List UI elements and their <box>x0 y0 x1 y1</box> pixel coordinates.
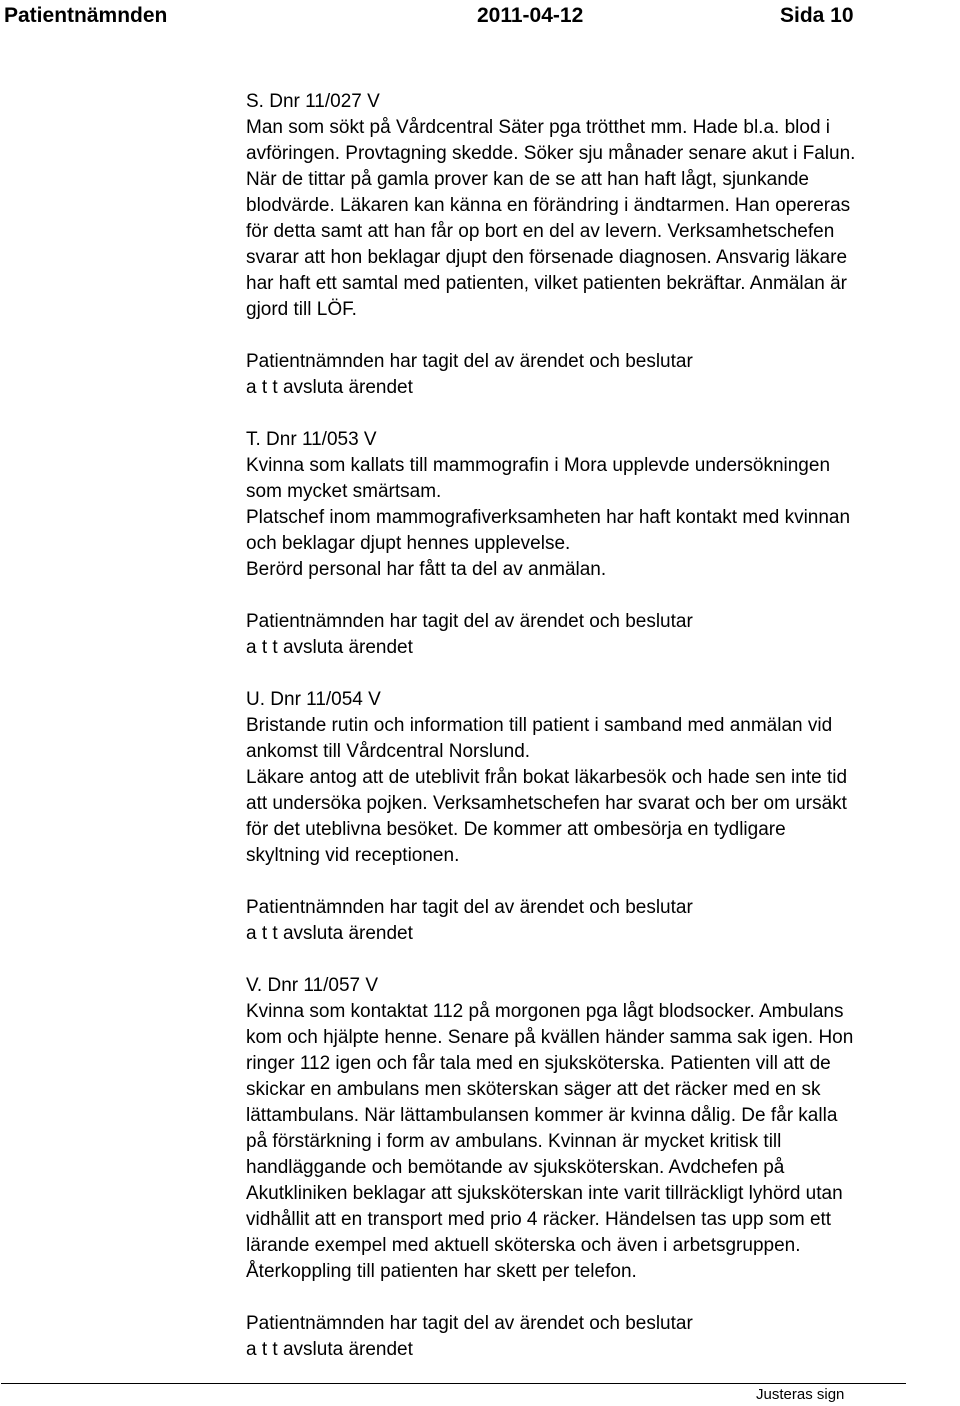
case-text-line: Akutkliniken beklagar att sjuksköterskan inte varit tillräckligt lyhörd utan <box>246 1183 843 1204</box>
case-text-line: Man som sökt på Vårdcentral Säter pga trötthet mm. Hade bl.a. blod i <box>246 117 831 138</box>
decision-line: Patientnämnden har tagit del av ärendet och beslutar <box>246 1313 693 1334</box>
case-section <box>246 427 958 661</box>
decision-line: a t t avsluta ärendet <box>246 923 413 944</box>
case-text-line: lättambulans. När lättambulansen kommer är kvinna dålig. De får kalla <box>246 1105 838 1126</box>
header-org: Patientnämnden <box>4 4 168 27</box>
case-text-line: avföringen. Provtagning skedde. Söker sju månader senare akut i Falun. <box>246 143 856 164</box>
decision-line: a t t avsluta ärendet <box>246 377 413 398</box>
case-text-line: Kvinna som kontaktat 112 på morgonen pga lågt blodsocker. Ambulans <box>246 1001 844 1022</box>
case-text-line: och beklagar djupt hennes upplevelse. <box>246 533 571 554</box>
case-text-line: Kvinna som kallats till mammografin i Mora upplevde undersökningen <box>246 455 831 476</box>
header-page-number: Sida 10 <box>780 4 854 27</box>
case-text-line: skickar en ambulans men sköterskan säger att det räcker med en sk <box>246 1079 821 1100</box>
case-text-line: handläggande och bemötande av sjuksköterskan. Avdchefen på <box>246 1157 785 1178</box>
case-text-line: svarar att hon beklagar djupt den försenade diagnosen. Ansvarig läkare <box>246 247 848 268</box>
case-text-line: gjord till LÖF. <box>246 299 357 320</box>
case-text-line: som mycket smärtsam. <box>246 481 442 502</box>
document-body <box>246 89 958 1389</box>
case-text-line: När de tittar på gamla prover kan de se att han haft lågt, sjunkande <box>246 169 809 190</box>
case-text-line: Berörd personal har fått ta del av anmälan. <box>246 559 607 580</box>
decision-line: a t t avsluta ärendet <box>246 1339 413 1360</box>
case-text-line: Platschef inom mammografiverksamheten har haft kontakt med kvinnan <box>246 507 851 528</box>
case-text-line: blodvärde. Läkaren kan känna en förändring i ändtarmen. Han opereras <box>246 195 851 216</box>
case-text-line: att undersöka pojken. Verksamhetschefen har svarat och ber om ursäkt <box>246 793 847 814</box>
case-text-line: har haft ett samtal med patienten, vilket patienten bekräftar. Anmälan är <box>246 273 847 294</box>
decision-line: Patientnämnden har tagit del av ärendet och beslutar <box>246 897 693 918</box>
case-id: U. Dnr 11/054 V <box>246 689 381 710</box>
case-text-line: ringer 112 igen och får tala med en sjuksköterska. Patienten vill att de <box>246 1053 831 1074</box>
case-decision <box>246 895 958 947</box>
case-id: T. Dnr 11/053 V <box>246 429 377 450</box>
case-text-line: på förstärkning i form av ambulans. Kvinnan är mycket kritisk till <box>246 1131 782 1152</box>
case-id: S. Dnr 11/027 V <box>246 91 380 112</box>
case-section <box>246 973 958 1363</box>
case-text-line: lärande exempel med aktuell sköterska och även i arbetsgruppen. <box>246 1235 801 1256</box>
decision-line: a t t avsluta ärendet <box>246 637 413 658</box>
decision-line: Patientnämnden har tagit del av ärendet och beslutar <box>246 611 693 632</box>
case-text-line: Läkare antog att de uteblivit från bokat läkarbesök och hade sen inte tid <box>246 767 848 788</box>
signature-line <box>1 1383 906 1384</box>
case-text-line: vidhållit att en transport med prio 4 räcker. Händelsen tas upp som ett <box>246 1209 832 1230</box>
case-section <box>246 687 958 947</box>
case-id: V. Dnr 11/057 V <box>246 975 379 996</box>
case-text-line: för detta samt att han får op bort en del av levern. Verksamhetschefen <box>246 221 835 242</box>
case-decision <box>246 1311 958 1363</box>
case-text-line: kom och hjälpte henne. Senare på kvällen händer samma sak igen. Hon <box>246 1027 854 1048</box>
case-text-line: ankomst till Vårdcentral Norslund. <box>246 741 531 762</box>
page-header <box>0 0 960 34</box>
decision-line: Patientnämnden har tagit del av ärendet och beslutar <box>246 351 693 372</box>
case-text-line: skyltning vid receptionen. <box>246 845 460 866</box>
case-text-line: Bristande rutin och information till patient i samband med anmälan vid <box>246 715 833 736</box>
header-date: 2011-04-12 <box>477 4 584 27</box>
case-decision <box>246 609 958 661</box>
case-section <box>246 89 958 401</box>
case-text-line: Återkoppling till patienten har skett per telefon. <box>246 1261 637 1282</box>
footer-sign-label: Justeras sign <box>756 1386 845 1403</box>
case-decision <box>246 349 958 401</box>
case-text-line: för det uteblivna besöket. De kommer att ombesörja en tydligare <box>246 819 786 840</box>
